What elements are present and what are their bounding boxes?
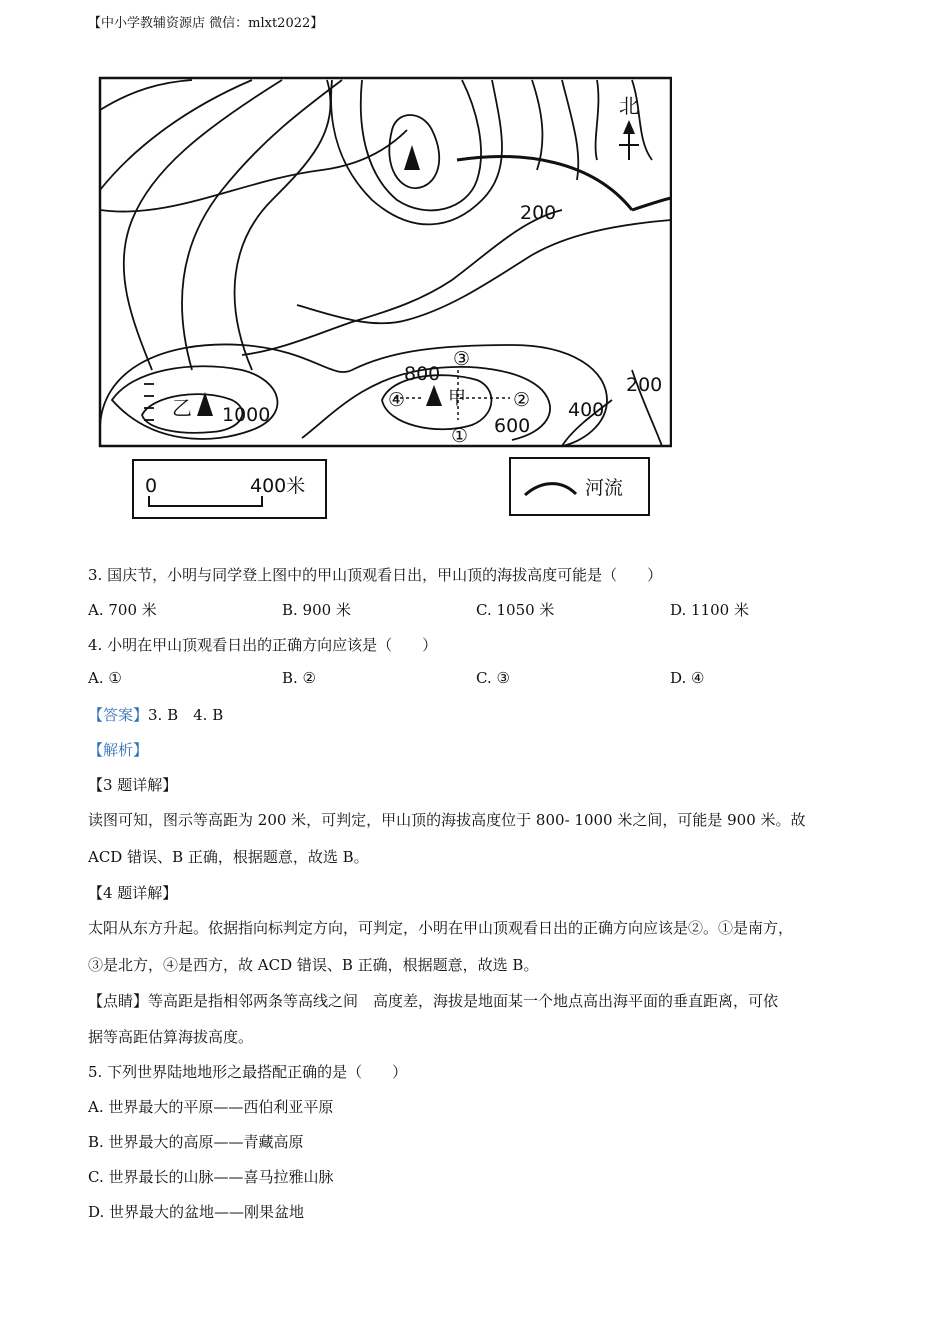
answer-text: 3. B 4. B [148, 706, 224, 724]
river-legend-icon [525, 484, 576, 495]
q4-stem: 4. 小明在甲山顶观看日出的正确方向应该是（ ） [88, 636, 438, 654]
peak-jia-label: 甲 [448, 388, 466, 409]
contour-label: 200 [626, 374, 663, 396]
scale-max: 400米 [250, 475, 306, 497]
detail4-title: 【4 题详解】 [88, 884, 178, 902]
contour-map [92, 70, 672, 525]
detail3-line1: 读图可知，图示等高距为 200 米，可判定，甲山顶的海拔高度位于 800- 1000 米之间，可能是 900 米。故 [88, 811, 806, 829]
legend-river-label: 河流 [585, 477, 624, 499]
cliff-ticks [144, 384, 154, 420]
map-frame [100, 78, 671, 446]
note-line1: 【点睛】等高距是指相邻两条等高线之间 高度差，海拔是地面某一个地点高出海平面的垂直距离，可依 [88, 992, 779, 1010]
detail3-title: 【3 题详解】 [88, 776, 178, 794]
answer-line [88, 704, 223, 725]
answer-tag: 【答案】 [88, 706, 149, 724]
q4-option-c: C. ③ [476, 669, 510, 687]
q4-option-a: A. ① [88, 669, 122, 687]
q5-stem: 5. 下列世界陆地地形之最搭配正确的是（ ） [88, 1063, 408, 1081]
north-arrow-icon [619, 120, 639, 160]
note-line2: 据等高距估算海拔高度。 [88, 1028, 254, 1046]
circle-1: ① [451, 425, 469, 447]
detail4-line1: 太阳从东方升起。依据指向标判定方向，可判定，小明在甲山顶观看日出的正确方向应该是②。①是南方， [88, 919, 794, 937]
legend-box [510, 458, 649, 515]
peak-yi-label: 乙 [172, 396, 192, 420]
circle-4: ④ [388, 389, 406, 411]
north-label: 北 [619, 94, 639, 118]
contour-label: 600 [494, 415, 531, 437]
contour-lines [100, 80, 671, 446]
contour-label: 1000 [222, 404, 271, 426]
detail4-line2: ③是北方，④是西方，故 ACD 错误、B 正确，根据题意，故选 B。 [88, 956, 539, 974]
q4-option-b: B. ② [282, 669, 317, 687]
q5-option-c: C. 世界最长的山脉——喜马拉雅山脉 [88, 1168, 334, 1186]
circle-2: ② [513, 389, 531, 411]
north-peak-icon [404, 145, 420, 170]
page-header: 【中小学教辅资源店 微信：mlxt2022】 [88, 16, 324, 31]
q3-option-d: D. 1100 米 [670, 601, 749, 619]
contour-label: 400 [568, 399, 605, 421]
contour-label: 800 [404, 363, 441, 385]
q5-option-a: A. 世界最大的平原——西伯利亚平原 [88, 1098, 334, 1116]
scale-bar [149, 496, 262, 506]
circle-3: ③ [453, 348, 471, 370]
q3-stem: 3. 国庆节，小明与同学登上图中的甲山顶观看日出，甲山顶的海拔高度可能是（ ） [88, 566, 663, 584]
q5-option-b: B. 世界最大的高原——青藏高原 [88, 1133, 304, 1151]
q4-option-d: D. ④ [670, 669, 705, 687]
detail3-line2: ACD 错误、B 正确，根据题意，故选 B。 [88, 848, 369, 866]
peak-jia-icon [426, 385, 442, 406]
scale-zero: 0 [145, 475, 158, 497]
q3-option-b: B. 900 米 [282, 601, 351, 619]
peak-yi-icon [197, 392, 213, 416]
analysis-tag: 【解析】 [88, 741, 149, 759]
q3-option-c: C. 1050 米 [476, 601, 555, 619]
q5-option-d: D. 世界最大的盆地——刚果盆地 [88, 1203, 305, 1221]
q3-option-a: A. 700 米 [88, 601, 157, 619]
contour-label: 200 [520, 202, 557, 224]
